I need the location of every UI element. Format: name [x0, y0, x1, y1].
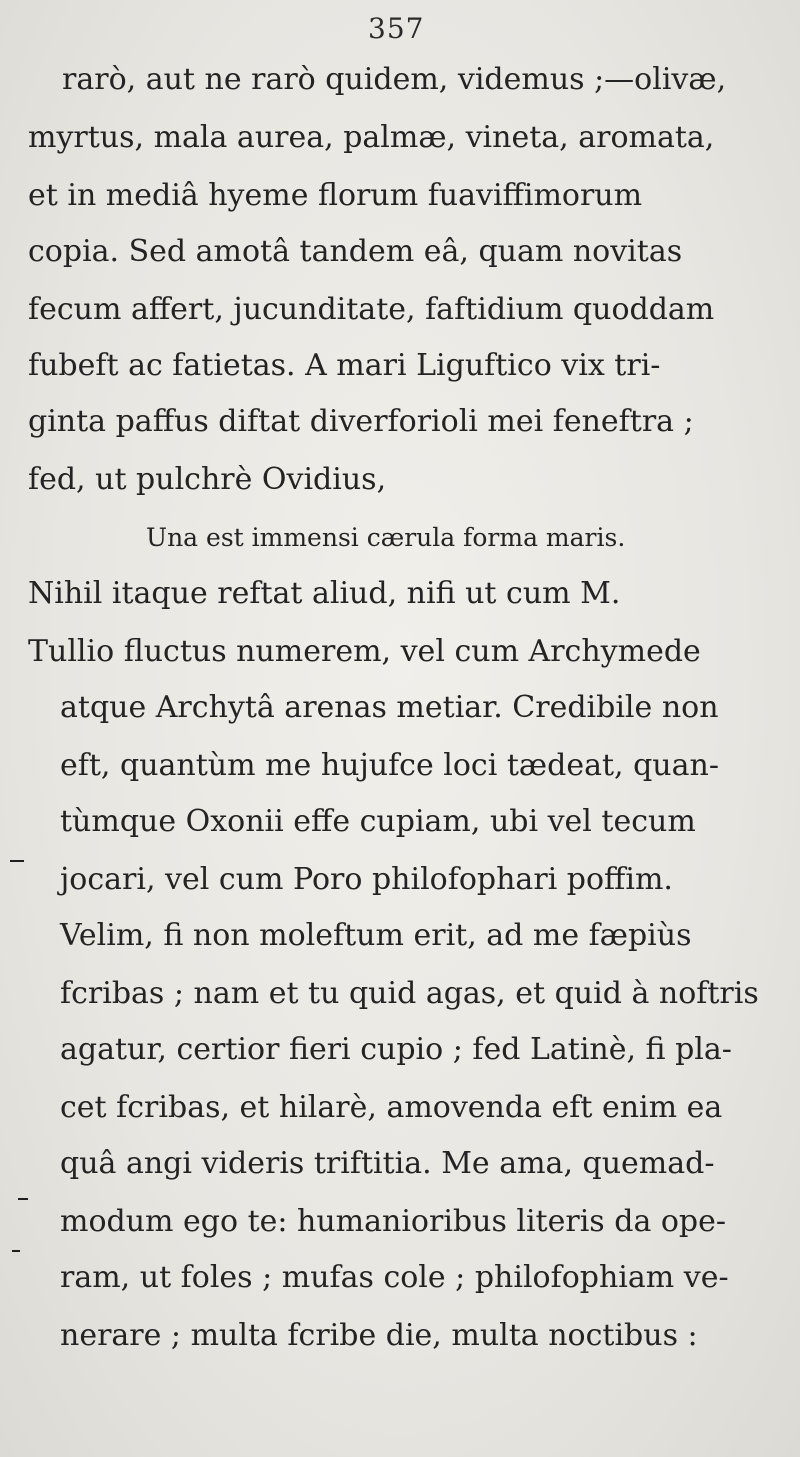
text-line-5: fecum affert, jucunditate, faftidium quoddam: [28, 292, 715, 327]
text-line-14: tùmque Oxonii effe cupiam, ubi vel tecum: [60, 804, 696, 839]
text-line-18: agatur, certior fieri cupio ; fed Latinè, fi pla-: [60, 1032, 732, 1067]
margin-mark: [10, 860, 24, 862]
text-line-7: ginta paffus diftat diverforioli mei feneftra ;: [28, 404, 694, 439]
text-line-22: ram, ut foles ; mufas cole ; philofophiam ve-: [60, 1260, 729, 1295]
text-line-17: fcribas ; nam et tu quid agas, et quid à noftris: [60, 976, 759, 1011]
margin-mark: [12, 1250, 20, 1252]
margin-mark: [18, 1198, 28, 1200]
page-number: 357: [368, 12, 425, 45]
text-line-12: atque Archytâ arenas metiar. Credibile non: [60, 690, 719, 725]
text-line-19: cet fcribas, et hilarè, amovenda eft enim ea: [60, 1090, 723, 1125]
text-line-16: Velim, fi non moleftum erit, ad me fæpiùs: [60, 918, 692, 953]
text-line-8: fed, ut pulchrè Ovidius,: [28, 462, 387, 497]
text-line-6: fubeft ac fatietas. A mari Liguftico vix tri-: [28, 348, 661, 383]
text-line-4: copia. Sed amotâ tandem eâ, quam novitas: [28, 234, 683, 269]
text-line-20: quâ angi videris triftitia. Me ama, quemad-: [60, 1146, 715, 1181]
text-line-11: Tullio fluctus numerem, vel cum Archymede: [28, 634, 701, 669]
text-line-13: eft, quantùm me hujufce loci tædeat, quan-: [60, 748, 719, 783]
text-line-21: modum ego te: humanioribus literis da ope-: [60, 1204, 727, 1239]
text-line-23: nerare ; multa fcribe die, multa noctibus :: [60, 1318, 698, 1353]
text-line-15: jocari, vel cum Poro philofophari poffim.: [60, 862, 673, 897]
text-line-3: et in mediâ hyeme florum fuaviffimorum: [28, 178, 643, 213]
verse-quote: Una est immensi cærula forma maris.: [146, 523, 626, 552]
text-line-1: rarò, aut ne rarò quidem, videmus ;—olivæ,: [62, 62, 727, 97]
text-line-10: Nihil itaque reftat aliud, nifi ut cum M.: [28, 576, 621, 611]
text-line-2: myrtus, mala aurea, palmæ, vineta, aromata,: [28, 120, 715, 155]
